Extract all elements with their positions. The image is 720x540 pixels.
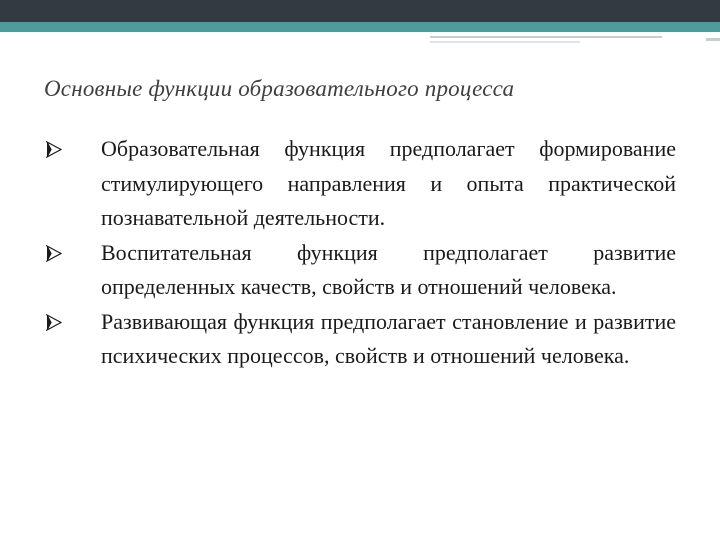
bullet-item-developmental [40, 305, 676, 374]
bullet-text: Развивающая функция предполагает становление и развитие психических процессов, свойств и отношений человека. [101, 308, 676, 368]
header-accent-lines [0, 32, 720, 50]
bullet-item-upbringing [40, 236, 676, 305]
arrowhead-bullet-icon [46, 314, 62, 331]
bullet-item-educational [40, 132, 676, 236]
slide-title: Основные функции образовательного процесса [44, 76, 515, 101]
arrowhead-bullet-icon [46, 245, 62, 262]
bullet-list [40, 132, 676, 374]
bullet-text: Воспитательная функция предполагает развитие определенных качеств, свойств и отношений человека. [101, 239, 676, 299]
arrowhead-bullet-icon [46, 141, 62, 158]
bullet-text: Образовательная функция предполагает формирование стимулирующего направления и опыта практической познавательной деятельности. [101, 136, 676, 230]
header-dark-band [0, 0, 720, 22]
header-teal-band [0, 22, 720, 32]
